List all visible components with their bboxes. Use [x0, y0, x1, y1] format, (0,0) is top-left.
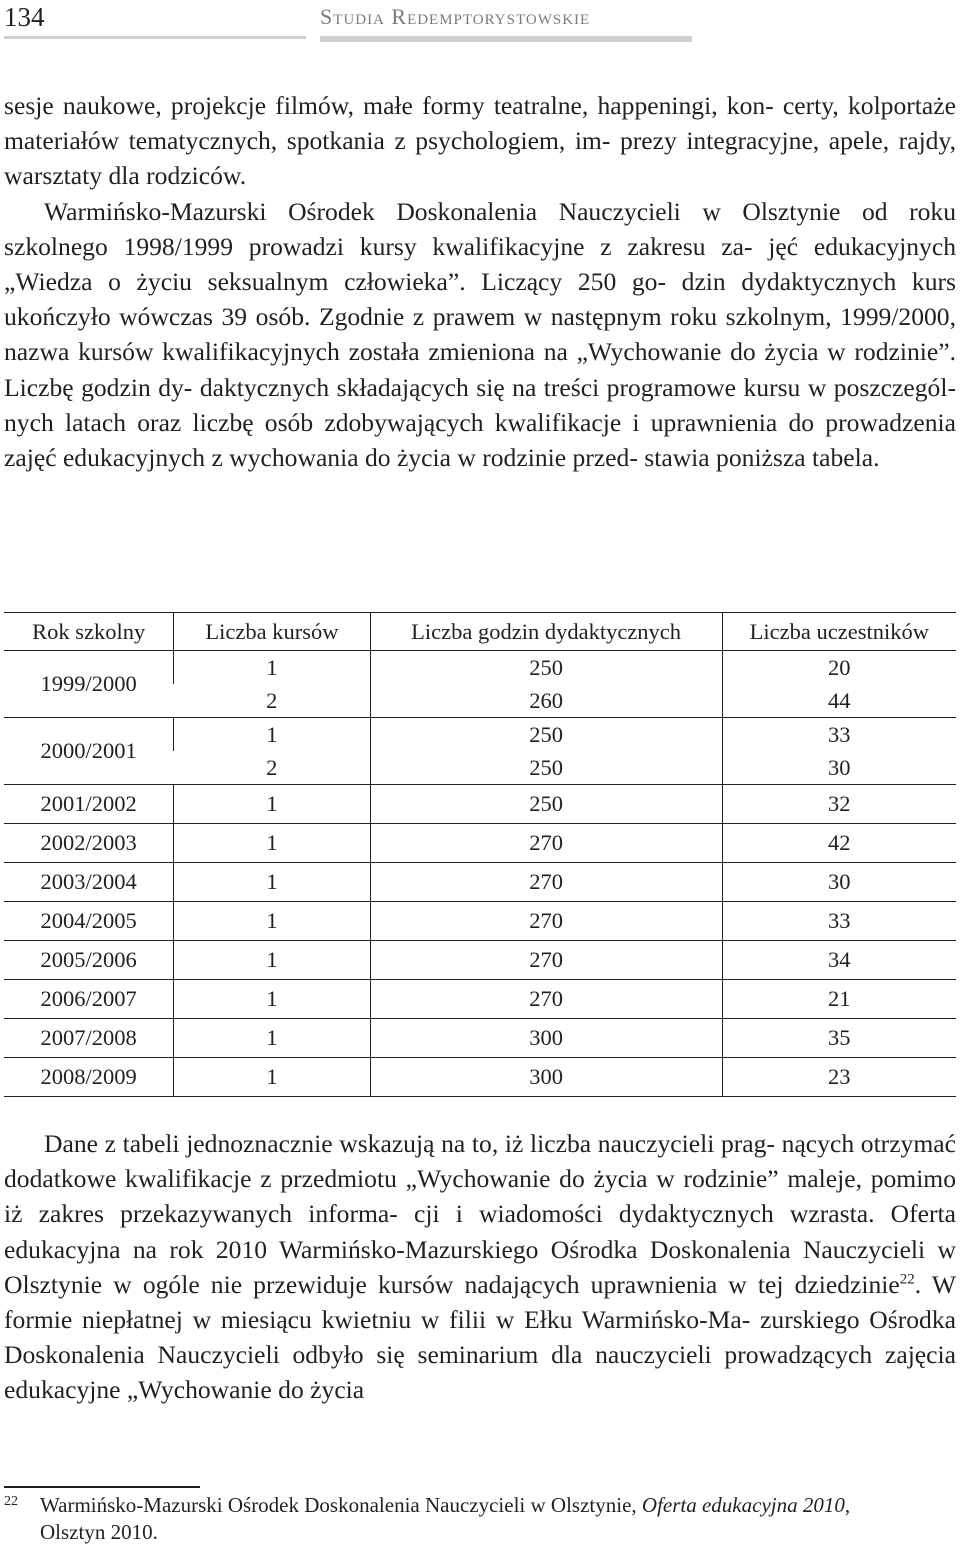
page-header — [0, 0, 960, 60]
line: dla nauczycieli prowadzących zajęcia edukacyjne „Wychowanie do życia — [4, 1340, 956, 1405]
year-cell: 1999/2000 — [4, 651, 174, 718]
cell: 1 — [174, 902, 370, 941]
year-cell: 2004/2005 — [4, 902, 174, 941]
line: jęć edukacyjnych „Wiedza o życiu seksualnym człowieka”. Liczący 250 go- — [4, 231, 956, 297]
line: sesje naukowe, projekcje filmów, małe formy teatralne, happeningi, kon- — [4, 91, 774, 120]
line: daktycznych składających się na treści programowe kursu w poszczegól- — [199, 372, 956, 402]
table-row — [4, 941, 956, 980]
cell: 32 — [722, 785, 956, 824]
line: nych latach oraz liczbę osób zdobywających kwalifikacje i uprawnienia do — [4, 407, 815, 437]
cell: 300 — [370, 1058, 722, 1097]
line: w ogóle nie przewiduje kursów nadających uprawnienia w tej dziedzinie — [113, 1269, 900, 1299]
header-course-count: Liczba kursów — [174, 613, 370, 651]
cell: 1 — [174, 718, 370, 752]
table-row — [4, 1058, 956, 1097]
footnote-title: Oferta edukacyjna 2010 — [641, 1493, 845, 1517]
footnote-rule — [4, 1486, 200, 1488]
footnote-text — [40, 1492, 956, 1546]
year-cell: 2003/2004 — [4, 863, 174, 902]
header-teaching-hours: Liczba godzin dydaktycznych — [370, 613, 722, 651]
cell: 21 — [722, 980, 956, 1019]
cell: 250 — [370, 651, 722, 685]
footnote-line-2: Olsztyn 2010. — [40, 1520, 158, 1544]
cell: 20 — [722, 651, 956, 685]
table-row — [4, 718, 956, 752]
cell: 270 — [370, 980, 722, 1019]
line: Warmińsko-Mazurski Ośrodek Doskonalenia Nauczycieli w Olsztynie — [44, 196, 841, 226]
year-cell: 2006/2007 — [4, 980, 174, 1019]
cell: 1 — [174, 941, 370, 980]
cell: 33 — [722, 902, 956, 941]
line: prowadzenia zajęć edukacyjnych z wychowania do życia w rodzinie przed- — [4, 407, 957, 473]
cell: 1 — [174, 1019, 370, 1058]
cell: 30 — [722, 863, 956, 902]
table-row — [4, 902, 956, 941]
line: w następnym roku szkolnym, 1999/2000, nazwa kursów kwalifikacyjnych — [4, 302, 956, 367]
line: Warmińsko-Mazurskiego Ośrodka Doskonalenia Nauczycieli w Olsztynie — [4, 1234, 956, 1299]
year-cell: 2007/2008 — [4, 1019, 174, 1058]
paragraph-2 — [4, 194, 956, 476]
line: stawia poniższa tabela. — [644, 443, 880, 473]
cell: 250 — [370, 718, 722, 752]
table-row — [4, 785, 956, 824]
cell: 1 — [174, 785, 370, 824]
table-header-row — [4, 613, 956, 651]
courses-table — [4, 612, 956, 1097]
table-row — [4, 980, 956, 1019]
cell: 1 — [174, 651, 370, 685]
cell: 2 — [174, 751, 370, 785]
line: Dane z tabeli jednoznacznie wskazują na to, iż liczba nauczycieli prag- — [44, 1129, 775, 1158]
line: od roku szkolnego 1998/1999 prowadzi kursy kwalifikacyjne z zakresu za- — [4, 196, 956, 261]
cell: 44 — [722, 684, 956, 718]
header-rule-left — [4, 36, 306, 39]
header-school-year: Rok szkolny — [4, 613, 174, 651]
paragraph-3 — [4, 1126, 956, 1408]
table-row — [4, 651, 956, 685]
line: została zmieniona na „Wychowanie do życia w rodzinie”. Liczbę godzin dy- — [4, 337, 956, 402]
journal-title: Studia Redemptorystowskie — [320, 4, 591, 29]
header-rule-right — [320, 36, 692, 42]
cell: 270 — [370, 902, 722, 941]
cell: 250 — [370, 785, 722, 824]
line: życia w rodzinie” maleje, pomimo iż zakres przekazywanych informa- — [4, 1164, 957, 1229]
table-row — [4, 863, 956, 902]
year-cell: 2008/2009 — [4, 1058, 174, 1097]
cell: 270 — [370, 863, 722, 902]
line: dzin dydaktycznych kurs ukończyło wówczas 39 osób. Zgodnie z prawem — [4, 267, 956, 332]
punctuation: . — [914, 1269, 922, 1299]
footnote-reference[interactable]: 22 — [899, 1271, 915, 1288]
table-row — [4, 1019, 956, 1058]
line: prezy integracyjne, apele, rajdy, warsztaty dla rodziców. — [4, 126, 957, 191]
paragraph-1 — [4, 88, 956, 194]
cell: 1 — [174, 863, 370, 902]
cell: 1 — [174, 1058, 370, 1097]
cell: 260 — [370, 684, 722, 718]
cell: 300 — [370, 1019, 722, 1058]
line: nących otrzymać dodatkowe kwalifikacje z przedmiotu „Wychowanie do — [4, 1129, 956, 1194]
cell: 270 — [370, 941, 722, 980]
footnote-text-before: Warmińsko-Mazurski Ośrodek Doskonalenia Nauczycieli w Olsztynie, — [40, 1493, 642, 1517]
body-text-bottom — [4, 1126, 956, 1408]
cell: 1 — [174, 980, 370, 1019]
footnote-text-after: , — [844, 1493, 851, 1517]
header-participants: Liczba uczestników — [722, 613, 956, 651]
footnote-number: 22 — [4, 1494, 18, 1509]
cell: 1 — [174, 824, 370, 863]
line: zurskiego Ośrodka Doskonalenia Nauczycieli odbyło się seminarium — [4, 1305, 957, 1370]
cell: 30 — [722, 751, 956, 785]
line: W formie niepłatnej w miesiącu kwietniu w filii w Ełku Warmińsko-Ma- — [4, 1269, 956, 1335]
year-cell: 2001/2002 — [4, 785, 174, 824]
body-text-top — [4, 88, 956, 475]
table-row — [4, 824, 956, 863]
cell: 2 — [174, 684, 370, 718]
year-cell: 2000/2001 — [4, 718, 174, 785]
cell: 250 — [370, 751, 722, 785]
cell: 34 — [722, 941, 956, 980]
cell: 35 — [722, 1019, 956, 1058]
cell: 270 — [370, 824, 722, 863]
year-cell: 2005/2006 — [4, 941, 174, 980]
page-number: 134 — [4, 2, 45, 32]
cell: 33 — [722, 718, 956, 752]
cell: 23 — [722, 1058, 956, 1097]
year-cell: 2002/2003 — [4, 824, 174, 863]
line: certy, kolportaże materiałów tematycznych, spotkania z psychologiem, im- — [4, 91, 956, 156]
line: cji i wiadomości dydaktycznych wzrasta. Oferta edukacyjna na rok 2010 — [4, 1199, 956, 1264]
cell: 42 — [722, 824, 956, 863]
